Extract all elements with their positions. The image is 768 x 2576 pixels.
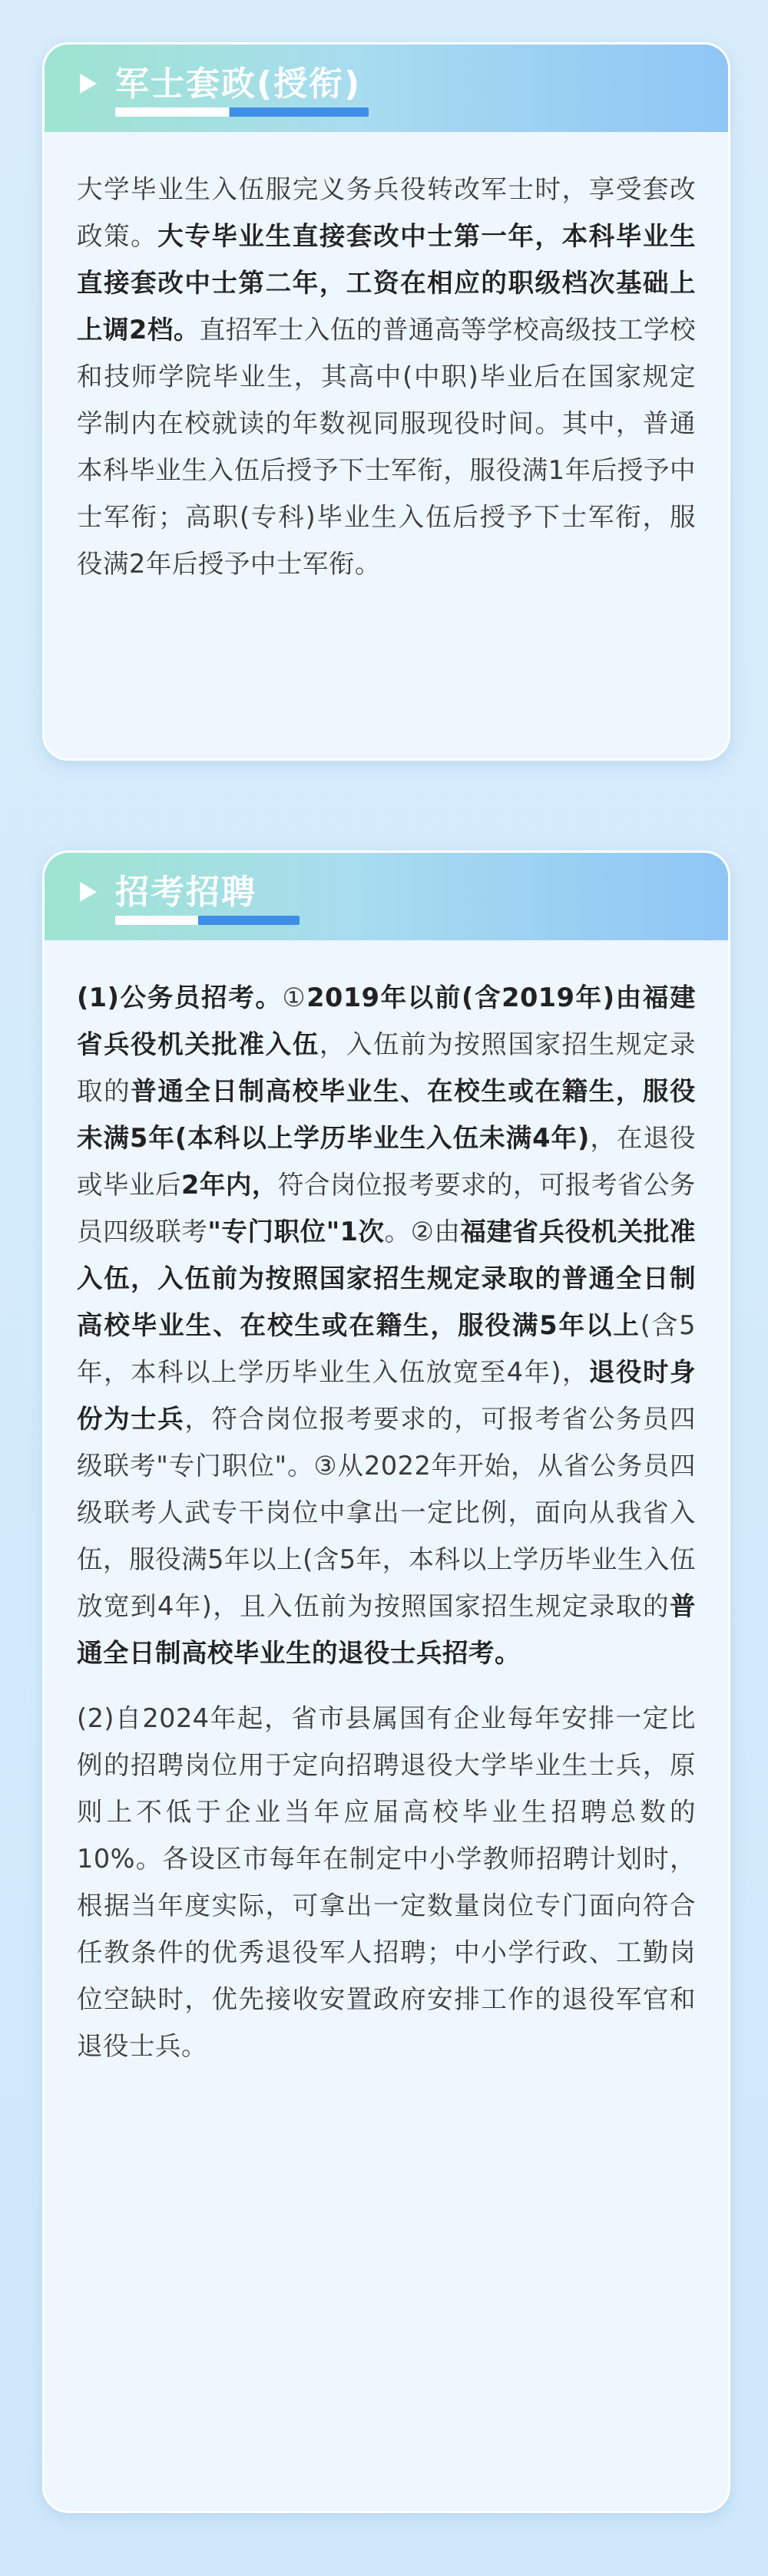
paragraph-segment: ① — [282, 983, 307, 1012]
title-underline-decoration — [115, 107, 369, 117]
triangle-arrow-icon — [80, 882, 97, 902]
paragraph-segment-bold: 退役时身份为士兵 — [77, 1357, 696, 1434]
paragraph-segment: 大学毕业生入伍服完义务兵役转改军士时，享受套改政策。 — [77, 174, 696, 251]
section-card-recruitment-exams — [42, 850, 730, 2513]
section-body — [45, 132, 728, 629]
paragraph-segment: ，符合岗位报考要求的，可报考省公务员四级联考"专门职位"。③从2022年开始，从省公务员四级联考人武专干岗位中拿出一定比例，面向从我省入伍，服役满5年以上(含5年，本科以上学历毕业生入伍放宽到4年)，且入伍前为按照国家招生规定录取的 — [77, 1404, 697, 1621]
section-paragraph-civil-service — [77, 974, 696, 1676]
paragraph-segment: 直招军士入伍的普通高等学校高级技工学校和技师学院毕业生，其高中(中职)毕业后在国家规定学制内在校就读的年数视同服现役时间。其中，普通本科毕业生入伍后授予下士军衔，服役满1年后授予中士军衔；高职(专科)毕业生入伍后授予下士军衔，服役满2年后授予中士军衔。 — [77, 315, 697, 579]
paragraph-segment: ，入伍前为按照国家招生规定录取的 — [77, 1029, 697, 1106]
paragraph-segment: (2)自2024年起，省市县属国有企业每年安排一定比例的招聘岗位用于定向招聘退役大学毕业生士兵，原则上不低于企业当年应届高校毕业生招聘总数的10%。各设区市每年在制定中小学教师招聘计划时，根据当年度实际，可拿出一定数量岗位专门面向符合任教条件的优秀退役军人招聘；中小学行政、工勤岗位空缺时，优先接收安置政府安排工作的退役军官和退役士兵。 — [77, 1703, 696, 2061]
paragraph-segment-bold: 普通全日制高校毕业生的退役士兵招考。 — [77, 1591, 696, 1668]
section-header — [45, 853, 728, 940]
paragraph-segment-bold: "专门职位"1次 — [207, 1217, 385, 1247]
section-paragraph-enterprise-recruitment — [77, 1695, 696, 2069]
paragraph-segment: (含5年，本科以上学历毕业生入伍放宽至4年)， — [77, 1310, 697, 1387]
paragraph-segment: 符合岗位报考要求的，可报考省公务员四级联考 — [77, 1170, 697, 1247]
paragraph-segment-bold: 大专毕业生直接套改中士第一年，本科毕业生直接套改中士第二年，工资在相应的职级档次基础上上调2档。 — [77, 221, 697, 345]
paragraph-segment-bold: 2019年以前(含2019年)由福建省兵役机关批准入伍 — [77, 983, 696, 1059]
section-body — [45, 940, 728, 2111]
section-header — [45, 45, 728, 132]
paragraph-segment-bold: 福建省兵役机关批准入伍，入伍前为按照国家招生规定录取的普通全日制高校毕业生、在校生或在籍生，服役满5年以上 — [77, 1217, 697, 1340]
paragraph-segment: ，在退役或毕业后 — [77, 1123, 696, 1200]
triangle-arrow-icon — [80, 74, 97, 94]
title-underline-decoration — [115, 916, 300, 925]
paragraph-segment-bold: 普通全日制高校毕业生、在校生或在籍生，服役未满5年(本科以上学历毕业生入伍未满4年) — [77, 1076, 697, 1153]
section-paragraph — [77, 166, 696, 587]
section-title: 招考招聘 — [115, 873, 257, 912]
section-card-military-sergeant — [42, 42, 730, 761]
paragraph-segment: 。②由 — [384, 1217, 461, 1247]
paragraph-segment-bold: 2年内， — [181, 1170, 278, 1200]
paragraph-segment-bold: (1)公务员招考。 — [77, 983, 283, 1012]
section-title: 军士套政(授衔) — [115, 64, 362, 104]
